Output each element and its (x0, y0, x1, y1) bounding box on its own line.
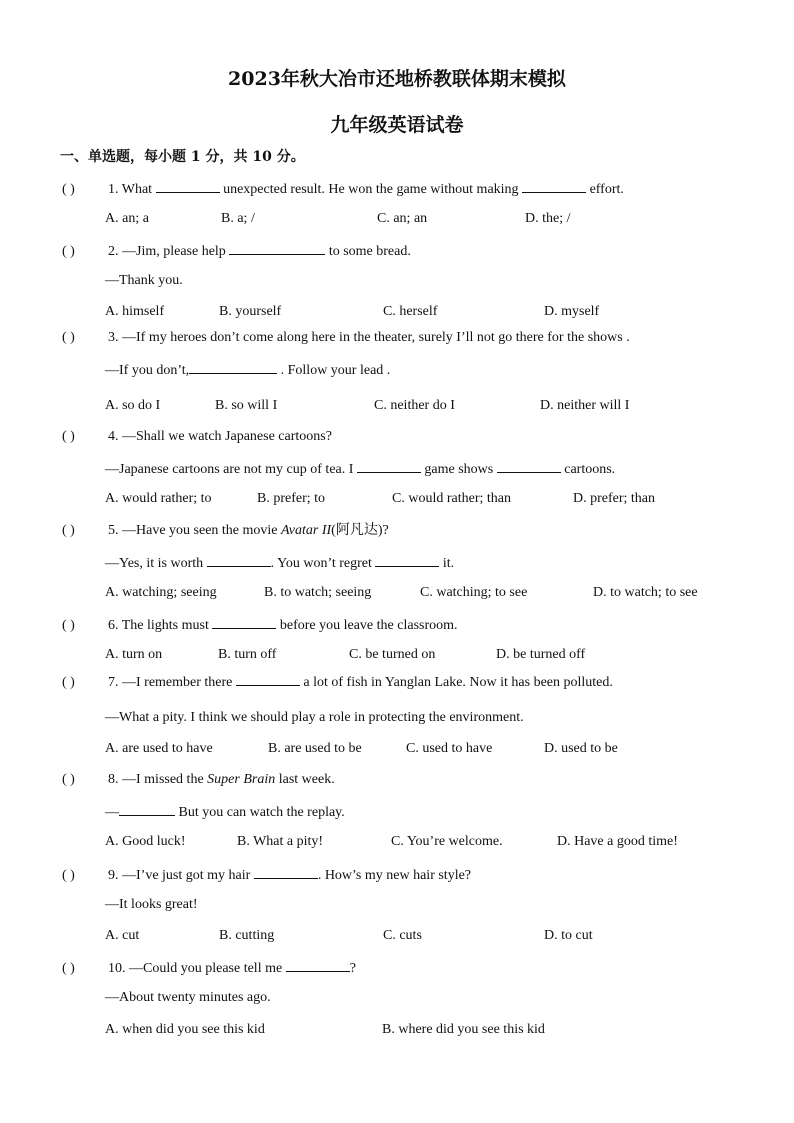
option-d: D. neither will I (540, 398, 630, 413)
question-2: ( ) 2. —Jim, please help to some bread. (62, 241, 411, 261)
question-4-reply: —Japanese cartoons are not my cup of tea. I game shows cartoons. (105, 459, 615, 479)
option-a: A. are used to have (105, 741, 213, 756)
option-b: B. where did you see this kid (382, 1022, 545, 1037)
option-d: D. prefer; than (573, 491, 656, 506)
option-a: A. turn on (105, 647, 163, 662)
answer-blank (212, 615, 276, 629)
option-d: D. Have a good time! (557, 834, 678, 849)
answer-paren[interactable]: ( ) (62, 182, 75, 197)
question-10-reply: —About twenty minutes ago. (105, 990, 271, 1005)
option-d: D. to watch; to see (593, 585, 698, 600)
option-b: B. a; / (221, 211, 255, 226)
answer-blank (375, 553, 439, 567)
answer-paren[interactable]: ( ) (62, 429, 75, 444)
answer-blank (156, 179, 220, 193)
option-b: B. yourself (219, 304, 282, 319)
answer-paren[interactable]: ( ) (62, 675, 75, 690)
answer-blank (119, 802, 175, 816)
question-5: ( ) 5. —Have you seen the movie Avatar II(阿凡达)? (62, 523, 389, 538)
option-b: B. turn off (218, 647, 277, 662)
option-b: B. are used to be (268, 741, 362, 756)
option-d: D. to cut (544, 928, 593, 943)
answer-blank (189, 360, 277, 374)
section-heading: 一、单选题，每小题 1 分，共 10 分。 (60, 149, 305, 165)
option-a: A. watching; seeing (105, 585, 217, 600)
tv-show-title: Super Brain (207, 772, 276, 787)
option-b: B. What a pity! (237, 834, 324, 849)
answer-blank (497, 459, 561, 473)
answer-blank (357, 459, 421, 473)
answer-paren[interactable]: ( ) (62, 961, 75, 976)
option-c: C. used to have (406, 741, 493, 756)
option-c: C. be turned on (349, 647, 436, 662)
option-a: A. himself (105, 304, 165, 319)
movie-title: Avatar II (281, 523, 332, 538)
question-7: ( ) 7. —I remember there a lot of fish in Yanglan Lake. Now it has been polluted. (62, 672, 613, 692)
option-a: A. cut (105, 928, 140, 943)
option-d: D. the; / (525, 211, 571, 226)
question-8: ( ) 8. —I missed the Super Brain last week. (62, 772, 335, 787)
option-d: D. myself (544, 304, 600, 319)
exam-title: 2023年秋大冶市还地桥教联体期末模拟 (228, 68, 566, 90)
option-d: D. used to be (544, 741, 618, 756)
answer-paren[interactable]: ( ) (62, 868, 75, 883)
option-c: C. cuts (383, 928, 422, 943)
option-c: C. herself (383, 304, 438, 319)
question-7-reply: —What a pity. I think we should play a role in protecting the environment. (105, 710, 524, 725)
option-b: B. to watch; seeing (264, 585, 372, 600)
answer-blank (229, 241, 325, 255)
answer-paren[interactable]: ( ) (62, 772, 75, 787)
answer-paren[interactable]: ( ) (62, 244, 75, 259)
option-c: C. You’re welcome. (391, 834, 503, 849)
option-a: A. so do I (105, 398, 161, 413)
question-6: ( ) 6. The lights must before you leave the classroom. (62, 615, 458, 635)
option-c: C. would rather; than (392, 491, 511, 506)
answer-paren[interactable]: ( ) (62, 330, 75, 345)
question-3-reply: —If you don’t, . Follow your lead . (105, 360, 390, 380)
question-4: ( ) 4. —Shall we watch Japanese cartoons? (62, 429, 332, 444)
option-c: C. neither do I (374, 398, 455, 413)
exam-subtitle: 九年级英语试卷 (330, 114, 464, 136)
question-1: ( ) 1. What unexpected result. He won the game without making effort. (62, 179, 624, 199)
option-a: A. when did you see this kid (105, 1022, 265, 1037)
option-a: A. Good luck! (105, 834, 186, 849)
question-10: ( ) 10. —Could you please tell me ? (62, 958, 356, 978)
question-8-reply: — But you can watch the replay. (105, 802, 345, 822)
answer-blank (254, 865, 318, 879)
question-5-reply: —Yes, it is worth . You won’t regret it. (105, 553, 454, 573)
option-b: B. prefer; to (257, 491, 326, 506)
option-b: B. cutting (219, 928, 275, 943)
option-c: C. an; an (377, 211, 428, 226)
answer-blank (207, 553, 271, 567)
option-b: B. so will I (215, 398, 278, 413)
question-3: ( ) 3. —If my heroes don’t come along here in the theater, surely I’ll not go there for the shows . (62, 330, 630, 345)
question-2-reply: —Thank you. (105, 273, 183, 288)
answer-blank (286, 958, 350, 972)
question-9-reply: —It looks great! (105, 897, 198, 912)
option-a: A. an; a (105, 211, 149, 226)
answer-paren[interactable]: ( ) (62, 618, 75, 633)
question-9: ( ) 9. —I’ve just got my hair . How’s my new hair style? (62, 865, 471, 885)
answer-blank (522, 179, 586, 193)
option-d: D. be turned off (496, 647, 586, 662)
option-a: A. would rather; to (105, 491, 212, 506)
option-c: C. watching; to see (420, 585, 528, 600)
answer-paren[interactable]: ( ) (62, 523, 75, 538)
answer-blank (236, 672, 300, 686)
